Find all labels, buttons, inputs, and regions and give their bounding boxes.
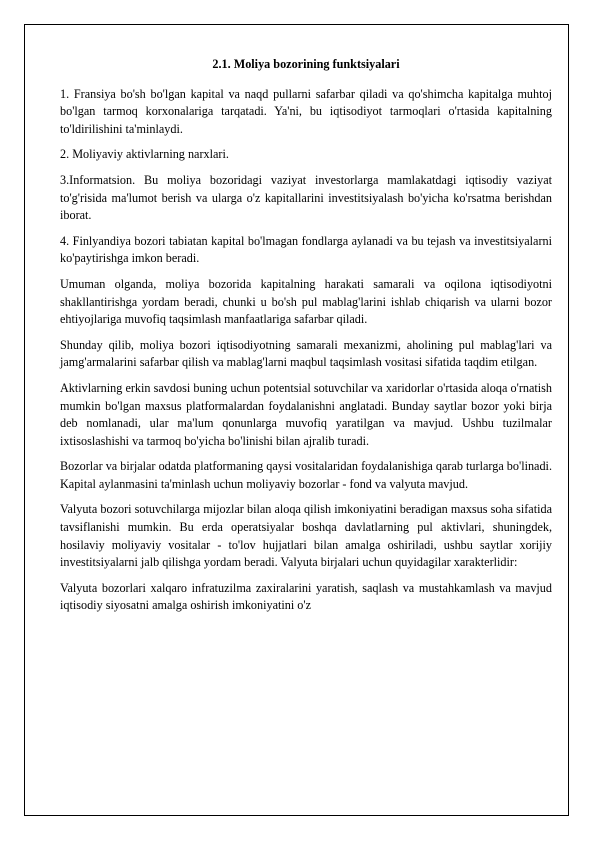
section-title: 2.1. Moliya bozorining funktsiyalari — [212, 57, 400, 71]
paragraph-8: Bozorlar va birjalar odatda platformaning qaysi vositalaridan foydalanishiga qarab turlarga bo'linadi. Kapital aylanmasini ta'minlash uchun moliyaviy bozorlar - fond va valyuta mavjud. — [60, 459, 552, 491]
paragraph-6: Shunday qilib, moliya bozori iqtisodiyotning samarali mexanizmi, aholining pul mablag'lari va jamg'armalarini safarbar qilish va mablag'larni maqbul taqsimlash vositasi sifatida taqdim etilgan. — [60, 337, 552, 370]
paragraph-5: Umuman olganda, moliya bozorida kapitalning harakati samarali va oqilona iqtisodiyotni shakllantirishga yordam beradi, chunki u bo'sh pul mablag'larini ishlab chiqarish va ularni bozor ehtiyojlariga muvofiq taqsimlash manfaatlariga safarbar qiladi. — [60, 276, 552, 327]
paragraph-7: Aktivlarning erkin savdosi buning uchun potentsial sotuvchilar va xaridorlar o'rtasida aloqa o'rnatish mumkin bo'lgan maxsus platformalardan foydalanishni anglatadi. Bunday saytlar bozor yoki birja deb nomlanadi, ular ma'lum qonunlarga muvofiq yaratilgan va mavjud. Ushbu tuzilmalar ixtisoslashishi va tarmoq bo'yicha bo'linishi bilan ajralib turadi. — [60, 380, 552, 448]
paragraph-9: Valyuta bozori sotuvchilarga mijozlar bilan aloqa qilish imkoniyatini beradigan maxsus soha sifatida tavsiflanishi mumkin. Bu erda operatsiyalar boshqa davlatlarning pul aktivlari, shuningdek, hosilaviy moliyaviy vositalar - to'lov hujjatlari bilan amalga oshiriladi, ushbu saytlar xorijiy investitsiyalarni jalb qilishga yordam beradi. Valyuta birjalari uchun quyidagilar xarakterlidir: — [60, 502, 552, 570]
paragraph-10: Valyuta bozorlari xalqaro infratuzilma zaxiralarini yaratish, saqlash va mustahkamlash va mavjud iqtisodiy siyosatni amalga oshirish imkoniyatini o'z — [60, 580, 552, 613]
paragraph-1: 1. Fransiya bo'sh bo'lgan kapital va naqd pullarni safarbar qiladi va qo'shimcha kapitalga muhtoj bo'lgan tarmoq korxonalariga tarqatadi. Ya'ni, bu iqtisodiyot tarmoqlari o'rtasida kapitalning to'ldirilishini ta'minlaydi. — [60, 86, 552, 136]
paragraph-3: 3.Informatsion. Bu moliya bozoridagi vaziyat investorlarga mamlakatdagi iqtisodiy vaziyat to'g'risida ma'lumot berish va ularga o'z kapitallarini investitsiyalash bo'yicha ko'rsatma berishdan iborat. — [60, 172, 552, 223]
document-body — [60, 56, 552, 623]
paragraph-2: 2. Moliyaviy aktivlarning narxlari. — [60, 147, 229, 162]
paragraph-4: 4. Finlyandiya bozori tabiatan kapital bo'lmagan fondlarga aylanadi va bu tejash va investitsiyalarni ko'paytirishga imkon beradi. — [60, 233, 552, 266]
